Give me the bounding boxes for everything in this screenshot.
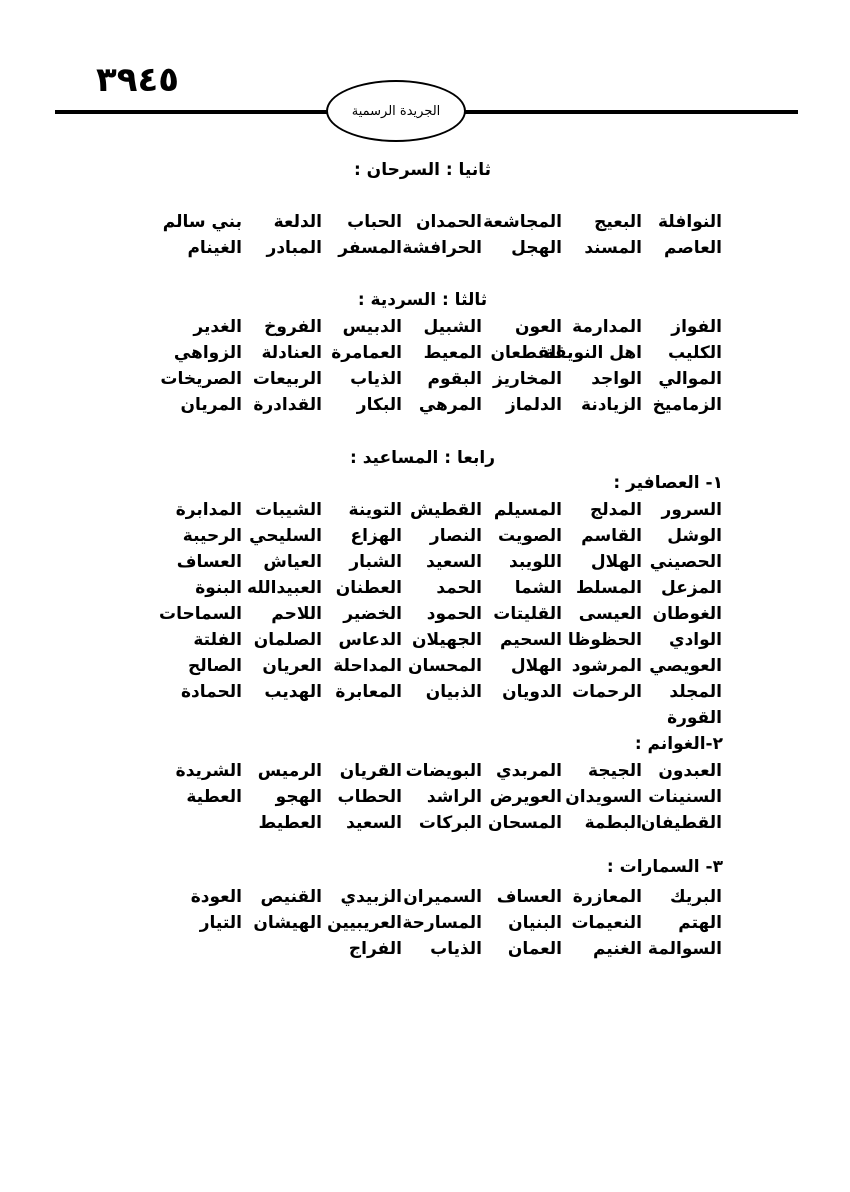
name-cell: القدادرة [253,395,322,415]
table-row [82,679,722,705]
name-cell: المسند [584,238,642,258]
name-cell: المداحلة [333,656,402,676]
name-cell [82,392,162,418]
name-cell: الصويت [498,526,562,546]
name-cell: العبيدالله [247,578,322,598]
name-cell [82,549,162,575]
name-cell: القنيص [260,887,322,907]
name-cell: المرشود [571,656,642,676]
name-cell: السعيد [346,813,402,833]
name-cell [82,705,162,731]
name-cell: العطيط [258,813,322,833]
table-row [82,653,722,679]
name-cell: البويضات [405,761,482,781]
name-cell: الفراج [348,939,402,959]
name-cell: الغدير [193,317,242,337]
table-row [82,523,722,549]
name-cell: الحمد [436,578,482,598]
table-row [82,549,722,575]
name-cell: الهجو [275,787,322,807]
table-row [82,366,722,392]
gazette-title-oval [326,80,466,142]
name-cell: القطيش [410,500,482,520]
name-cell: العريان [262,656,322,676]
name-cell: العمان [507,939,562,959]
name-cell: المعيط [423,343,482,363]
table-row [82,884,722,910]
name-cell: الزماميخ [652,395,722,415]
name-cell: الذياب [350,369,402,389]
name-cell: المحسان [407,656,482,676]
name-cell [82,884,162,910]
name-cell: الهتم [678,913,722,933]
table-row [82,235,722,261]
name-cell: العطية [186,787,242,807]
name-cell: الراشد [426,787,482,807]
name-cell [82,523,162,549]
name-cell [562,705,642,731]
name-cell: الفروخ [264,317,322,337]
table-row [82,936,722,962]
name-cell: القليتات [493,604,562,624]
name-cell: الصالح [188,656,242,676]
name-cell: المعازرة [572,887,642,907]
name-cell [242,705,322,731]
name-cell [82,627,162,653]
name-cell: العساف [176,552,242,572]
name-cell: الحظوظا [567,630,642,650]
name-cell: بني سالم [162,212,242,232]
name-cell: التيار [199,913,242,933]
name-cell: الموالي [658,369,722,389]
name-cell: اهل النويقة [544,343,642,363]
name-cell: الحمدان [415,212,482,232]
name-cell: العون [515,317,562,337]
name-cell: الذياب [430,939,482,959]
name-cell: الزواهي [173,343,242,363]
name-cell: المسفر [338,238,402,258]
name-cell: المسيلم [493,500,562,520]
name-cell: اللاحم [271,604,322,624]
name-cell: المزعل [661,578,722,598]
name-cell: البعيج [594,212,642,232]
section-heading-sarhan: ثانيا : السرحان : [353,160,492,180]
name-cell: الدبيس [342,317,402,337]
name-cell: الحطاب [337,787,402,807]
name-cell: العودة [190,887,242,907]
name-cell: الرحيبة [182,526,242,546]
name-cell: السعيد [426,552,482,572]
name-cell: المدابرة [175,500,242,520]
name-cell: الواجد [591,369,642,389]
name-cell: الوادي [668,630,722,650]
name-cell: السرور [661,500,722,520]
name-cell: العريبيين [327,913,402,933]
subsection-heading-ghawanim: ٢-الغوانم : [634,734,723,754]
name-cell [82,366,162,392]
name-cell [162,936,242,962]
table-row [82,784,722,810]
table-row [82,910,722,936]
table-row [82,314,722,340]
name-cell: المدلج [589,500,642,520]
name-cell: السميران [403,887,482,907]
name-cell: المسحان [487,813,562,833]
name-cell [82,653,162,679]
name-cell: الحصيني [649,552,722,572]
section-heading-masaid: رابعا : المساعيد : [350,448,495,468]
table-row [82,575,722,601]
table-row [82,340,722,366]
table-row [82,601,722,627]
name-cell: البنوة [195,578,242,598]
name-cell [82,758,162,784]
subsection-heading-samarat: ٣- السمارات : [606,857,723,877]
name-cell: الرميس [257,761,322,781]
section-heading-sardiyya: ثالثا : السردية : [357,290,488,310]
names-table-sarhan [82,209,722,261]
name-cell: اللويبد [509,552,562,572]
name-cell: الخضير [343,604,402,624]
name-cell [82,910,162,936]
name-cell: البنيان [508,913,562,933]
name-cell: النوافلة [657,212,722,232]
name-cell: المريان [180,395,242,415]
name-cell: المعابرة [335,682,402,702]
name-cell: الدلماز [506,395,562,415]
name-cell: السويدان [565,787,642,807]
name-cell: الزبيدي [340,887,402,907]
name-cell [82,784,162,810]
name-cell: العياش [263,552,322,572]
name-cell: الحباب [347,212,402,232]
name-cell [162,810,242,836]
name-cell: الصريخات [160,369,242,389]
name-cell: الكليب [668,343,722,363]
name-cell: الدويان [502,682,562,702]
name-cell [82,575,162,601]
name-cell: المدارمة [572,317,642,337]
name-cell: المخاريز [493,369,562,389]
name-cell: الهيشان [253,913,322,933]
names-table-samarat [82,884,722,962]
name-cell: العمامرة [331,343,402,363]
name-cell: العنادلة [261,343,322,363]
name-cell [402,705,482,731]
name-cell: البقوم [427,369,482,389]
name-cell [162,705,242,731]
name-cell: الجيجة [588,761,642,781]
name-cell: الحمادة [180,682,242,702]
name-cell: الزيادنة [581,395,642,415]
name-cell [82,679,162,705]
name-cell: القطعان [490,343,562,363]
name-cell [82,340,162,366]
gazette-title: الجريدة الرسمية [351,103,441,119]
name-cell: المجاشعة [483,212,562,232]
name-cell: الفلتة [193,630,242,650]
name-cell: المرهي [418,395,482,415]
name-cell [322,705,402,731]
name-cell: العبدون [658,761,722,781]
name-cell: البطمة [584,813,642,833]
names-table-asafir [82,497,722,731]
name-cell: العويرض [489,787,562,807]
name-cell: الشما [514,578,562,598]
name-cell: العساف [496,887,562,907]
name-cell: الغينام [187,238,242,258]
name-cell: السليحي [249,526,322,546]
name-cell: الوشل [667,526,722,546]
name-cell: القاسم [581,526,642,546]
name-cell [82,601,162,627]
name-cell [82,314,162,340]
name-cell: الذبيان [425,682,482,702]
name-cell: الحرافشة [402,238,482,258]
name-cell: الهلال [510,656,562,676]
name-cell: الربيعات [252,369,322,389]
name-cell: السنينات [648,787,722,807]
name-cell: الغوطان [652,604,722,624]
name-cell: العاصم [664,238,722,258]
name-cell: الهديب [264,682,322,702]
name-cell [242,936,322,962]
name-cell: الشبار [349,552,402,572]
name-cell: المسلط [575,578,642,598]
names-table-sardiyya [82,314,722,418]
name-cell: الدعاس [338,630,402,650]
name-cell [482,705,562,731]
name-cell: العويصي [649,656,722,676]
name-cell: الشبيل [423,317,482,337]
table-row [82,392,722,418]
name-cell: المبادر [266,238,322,258]
name-cell: الرحمات [572,682,642,702]
name-cell: السماحات [158,604,242,624]
name-cell: البركات [418,813,482,833]
name-cell: النعيمات [571,913,642,933]
name-cell: القورة [667,708,722,728]
names-table-ghawanim [82,758,722,836]
name-cell [82,209,162,235]
name-cell: العطنان [335,578,402,598]
table-row [82,209,722,235]
name-cell: الهجل [511,238,562,258]
name-cell [82,936,162,962]
name-cell: الجهيلان [411,630,482,650]
name-cell: الصلمان [253,630,322,650]
name-cell: المجلد [669,682,722,702]
table-row [82,758,722,784]
name-cell: الفواز [671,317,722,337]
table-row [82,627,722,653]
name-cell: النصار [429,526,482,546]
name-cell: القريان [339,761,402,781]
name-cell: الشيبات [255,500,322,520]
name-cell: الغنيم [592,939,642,959]
name-cell: المربدي [496,761,562,781]
name-cell [82,235,162,261]
name-cell: الهزاع [350,526,402,546]
name-cell: السوالمة [647,939,722,959]
name-cell: الهلال [590,552,642,572]
name-cell [82,810,162,836]
name-cell: السحيم [499,630,562,650]
table-row [82,497,722,523]
page-number: ٣٩٤٥ [96,60,180,100]
name-cell: البريك [670,887,722,907]
subsection-heading-asafir: ١- العصافير : [613,473,723,493]
table-row [82,705,722,731]
name-cell [82,497,162,523]
name-cell: الدلعة [273,212,322,232]
name-cell: المسارحة [402,913,482,933]
name-cell: القطيفان [640,813,722,833]
table-row [82,810,722,836]
name-cell: التوينة [348,500,402,520]
name-cell: العيسى [578,604,642,624]
name-cell: الحمود [426,604,482,624]
name-cell: الشريدة [175,761,242,781]
name-cell: البكار [356,395,402,415]
